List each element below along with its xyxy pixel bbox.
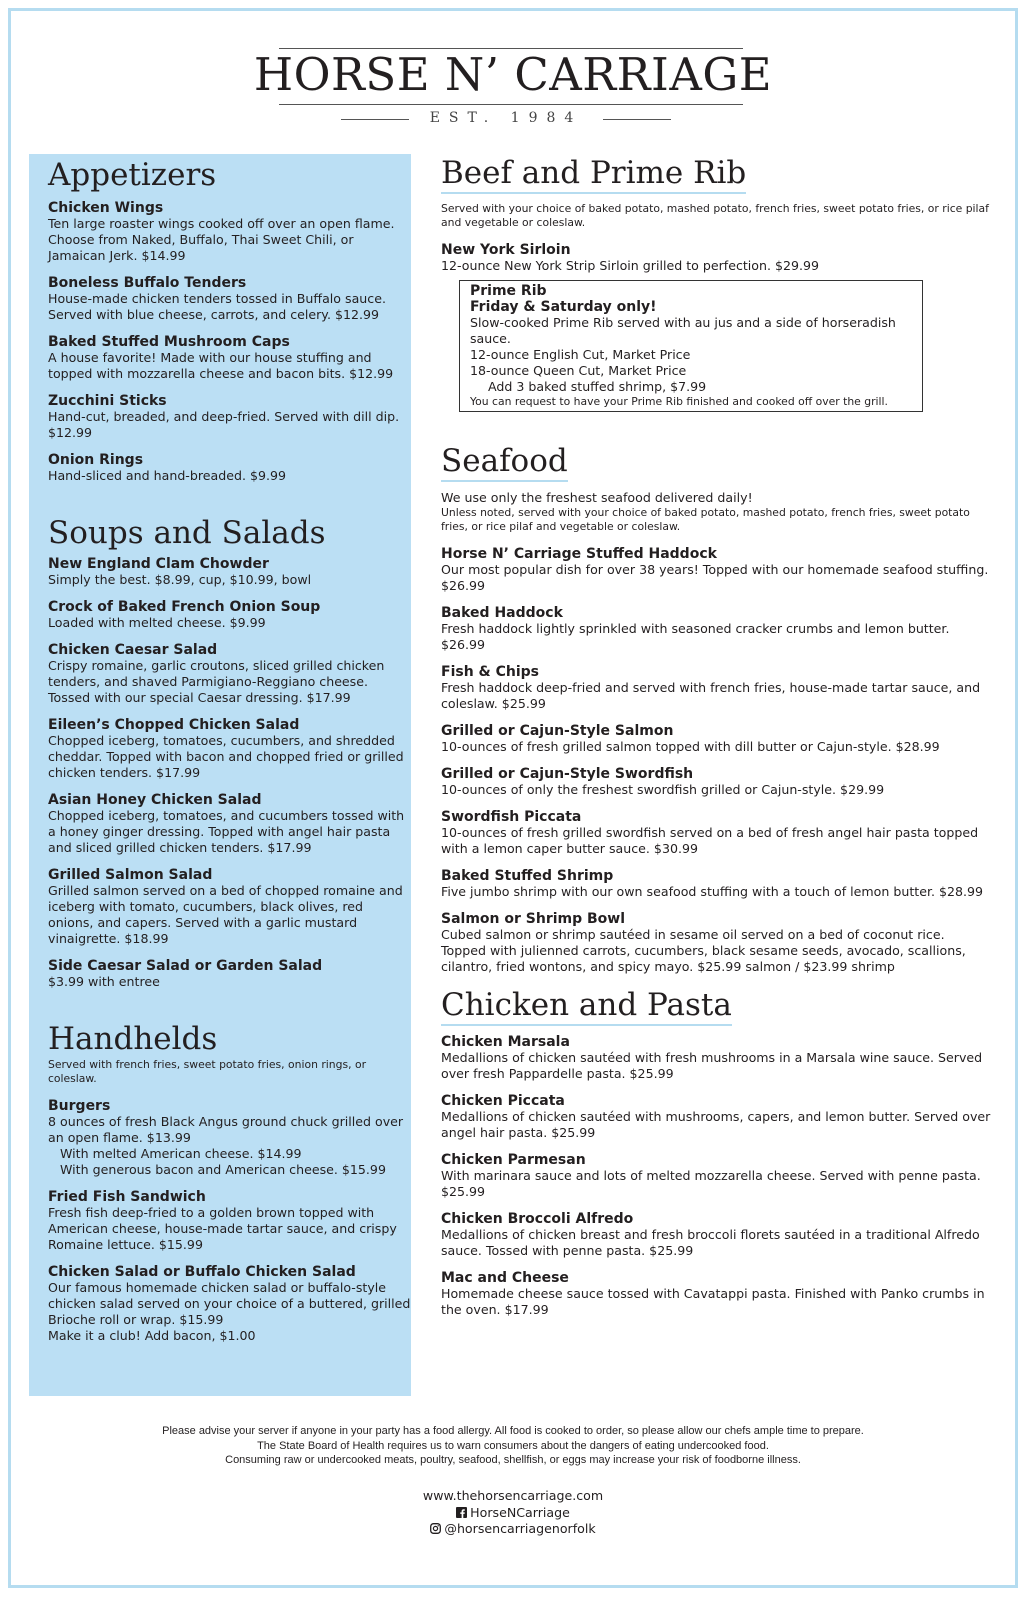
section-title: Seafood: [441, 442, 568, 482]
prime-rib-box: Prime Rib Friday & Saturday only! Slow-cooked Prime Rib served with au jus and a side of horseradish sauce. 12-ounce English Cut, Market Price 18-ounce Queen Cut, Market Price Add 3 baked stuffed shrimp, $7.99 You can request to have your Prime Rib finished and cooked off over the grill.: [459, 280, 923, 412]
menu-item: Burgers 8 ounces of fresh Black Angus ground chuck grilled over an open flame. $13.99 With melted American cheese. $14.99 With generous bacon and American cheese. $15.99: [48, 1098, 404, 1177]
menu-item: Baked Haddock Fresh haddock lightly sprinkled with seasoned cracker crumbs and lemon butter. $26.99: [441, 605, 950, 652]
menu-item: Chicken Salad or Buffalo Chicken Salad Our famous homemade chicken salad or buffalo-style chicken salad served on your choice of a buttered, grilled Brioche roll or wrap. $15.99 Make it a club! Add bacon, $1.00: [48, 1264, 411, 1343]
facebook-icon: [456, 1507, 467, 1518]
menu-item: Onion Rings Hand-sliced and hand-breaded. $9.99: [48, 452, 287, 483]
menu-item: Asian Honey Chicken Salad Chopped iceberg, tomatoes, and cucumbers tossed with a honey ginger dressing. Topped with angel hair pasta and sliced grilled chicken tenders. $17.99: [48, 792, 405, 855]
allergy-notice: Please advise your server if anyone in your party has a food allergy. All food is cooked to order, so please allow our chefs ample time to prepare. The State Board of Health requires us to warn consumers about the dangers of eating undercooked food. Consuming raw or undercooked meats, poultry, seafood, shellfish, or eggs may increase your risk of foodborne illness.: [162, 1425, 864, 1466]
chicken-pasta-section: [441, 986, 991, 1318]
menu-item: Swordfish Piccata 10-ounces of fresh grilled swordfish served on a bed of fresh angel hair pasta topped with a lemon caper butter sauce. $30.99: [441, 809, 979, 856]
menu-item: Fish & Chips Fresh haddock deep-fried and served with french fries, house-made tartar sauce, and coleslaw. $25.99: [441, 664, 981, 711]
section-title: Soups and Salads: [48, 515, 326, 551]
section-note: Unless noted, served with your choice of baked potato, mashed potato, french fries, sweet potato fries, or rice pilaf and vegetable or coleslaw.: [441, 506, 970, 533]
menu-item: Horse N’ Carriage Stuffed Haddock Our most popular dish for over 38 years! Topped with our homemade seafood stuffing. $26.99: [441, 546, 989, 593]
menu-item: Mac and Cheese Homemade cheese sauce tossed with Cavatappi pasta. Finished with Panko crumbs in the oven. $17.99: [441, 1270, 985, 1317]
section-note: Served with your choice of baked potato, mashed potato, french fries, sweet potato fries, or rice pilaf and vegetable or coleslaw.: [441, 202, 989, 229]
menu-item: Baked Stuffed Shrimp Five jumbo shrimp with our own seafood stuffing with a touch of lemon butter. $28.99: [441, 868, 984, 899]
restaurant-name: HORSE N’ CARRIAGE: [253, 48, 773, 101]
contact-links: [11, 1488, 1015, 1538]
menu-item: Chicken Wings Ten large roaster wings cooked off over an open flame. Choose from Naked, Buffalo, Thai Sweet Chili, or Jamaican Jerk. $14.99: [48, 200, 395, 263]
left-column: [29, 154, 411, 1396]
menu-item: Eileen’s Chopped Chicken Salad Chopped iceberg, tomatoes, cucumbers, and shredded cheddar. Topped with bacon and chopped fried or grilled chicken tenders. $17.99: [48, 717, 404, 780]
website-link[interactable]: www.thehorsencarriage.com: [422, 1488, 604, 1503]
beef-section: [441, 154, 991, 412]
section-title: Appetizers: [48, 157, 217, 193]
menu-item: Chicken Parmesan With marinara sauce and lots of melted mozzarella cheese. Served with penne pasta. $25.99: [441, 1152, 981, 1199]
established-year: EST. 1984: [429, 110, 583, 126]
menu-item: Chicken Piccata Medallions of chicken sautéed with mushrooms, capers, and lemon butter. Served over angel hair pasta. $25.99: [441, 1093, 991, 1140]
menu-item: Boneless Buffalo Tenders House-made chicken tenders tossed in Buffalo sauce. Served with blue cheese, carrots, and celery. $12.99: [48, 275, 386, 322]
soups-salads-section: [48, 514, 411, 990]
menu-item: Grilled or Cajun-Style Swordfish 10-ounces of only the freshest swordfish grilled or Cajun-style. $29.99: [441, 766, 885, 797]
section-title: Beef and Prime Rib: [441, 154, 746, 194]
section-title: Chicken and Pasta: [441, 986, 732, 1026]
menu-item: Side Caesar Salad or Garden Salad $3.99 with entree: [48, 958, 323, 989]
seafood-section: [441, 442, 991, 975]
right-column: [441, 154, 991, 1329]
header-rule-bottom: [279, 104, 743, 105]
section-title: Handhelds: [48, 1021, 218, 1057]
menu-item: Grilled or Cajun-Style Salmon 10-ounces of fresh grilled salmon topped with dill butter or Cajun-style. $28.99: [441, 723, 940, 754]
section-lead: We use only the freshest seafood delivered daily!: [441, 490, 753, 505]
menu-item: Chicken Caesar Salad Crispy romaine, garlic croutons, sliced grilled chicken tenders, and shaved Parmigiano-Reggiano cheese. Tossed with our special Caesar dressing. $17.99: [48, 642, 385, 705]
established-line: [341, 110, 671, 130]
menu-item: Baked Stuffed Mushroom Caps A house favorite! Made with our house stuffing and topped with mozzarella cheese and bacon bits. $12.99: [48, 334, 394, 381]
menu-item: New England Clam Chowder Simply the best. $8.99, cup, $10.99, bowl: [48, 556, 312, 587]
handhelds-section: [48, 1020, 411, 1344]
menu-item: Fried Fish Sandwich Fresh fish deep-fried to a golden brown topped with American cheese, house-made tartar sauce, and crispy Romaine lettuce. $15.99: [48, 1189, 397, 1252]
instagram-link[interactable]: @horsencarriagenorfolk: [11, 1521, 1015, 1538]
menu-item: Salmon or Shrimp Bowl Cubed salmon or shrimp sautéed in sesame oil served on a bed of coconut rice. Topped with julienned carrots, cucumbers, black sesame seeds, avocado, scallions, cilantro, fried wontons, and spicy mayo. $25.99 salmon / $23.99 shrimp: [441, 911, 966, 974]
menu-item: New York Sirloin 12-ounce New York Strip Sirloin grilled to perfection. $29.99: [441, 242, 820, 273]
menu-item: Chicken Broccoli Alfredo Medallions of chicken breast and fresh broccoli florets sautéed in a traditional Alfredo sauce. Tossed with penne pasta. $25.99: [441, 1211, 980, 1258]
menu-item: Grilled Salmon Salad Grilled salmon served on a bed of chopped romaine and iceberg with tomato, cucumbers, black olives, red onions, and capers. Served with a garlic mustard vinaigrette. $18.99: [48, 867, 403, 946]
menu-page: [8, 8, 1018, 1588]
section-note: Served with french fries, sweet potato fries, onion rings, or coleslaw.: [48, 1058, 367, 1085]
menu-item: Crock of Baked French Onion Soup Loaded with melted cheese. $9.99: [48, 599, 321, 630]
menu-item: Chicken Marsala Medallions of chicken sautéed with fresh mushrooms in a Marsala wine sauce. Served over fresh Pappardelle pasta. $25.99: [441, 1034, 983, 1081]
menu-item: Zucchini Sticks Hand-cut, breaded, and deep-fried. Served with dill dip. $12.99: [48, 393, 400, 440]
appetizers-section: [48, 154, 411, 484]
instagram-icon: [430, 1523, 441, 1534]
facebook-link[interactable]: HorseNCarriage: [11, 1505, 1015, 1522]
